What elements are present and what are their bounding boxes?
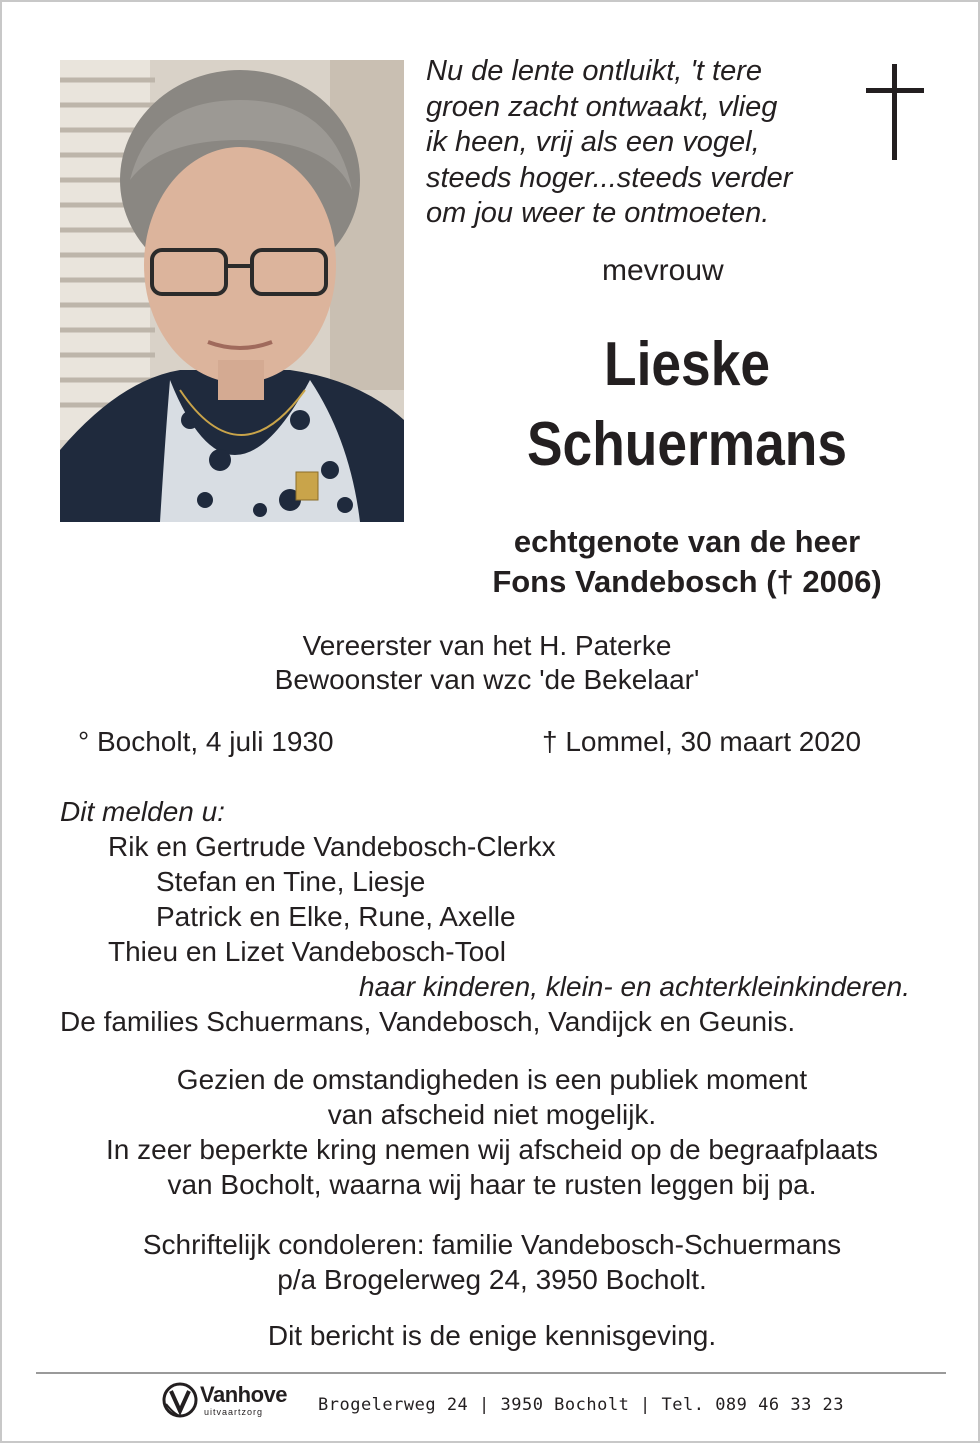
logo-subtitle: uitvaartzorg <box>204 1407 264 1417</box>
final-note: Dit bericht is de enige kennisgeving. <box>267 1320 717 1351</box>
family-line: Rik en Gertrude Vandebosch-Clerkx <box>108 831 556 862</box>
last-name: Schuermans <box>526 410 848 479</box>
footer-divider <box>36 1372 946 1374</box>
family-list <box>60 794 940 1039</box>
honorific: mevrouw <box>602 254 724 287</box>
family-intro: Dit melden u: <box>60 796 225 827</box>
poem <box>426 54 846 232</box>
spouse-line: echtgenote van de heer <box>513 524 861 559</box>
birth-date: ° Bocholt, 4 juli 1930 <box>78 726 334 757</box>
death-date: † Lommel, 30 maart 2020 <box>542 726 862 757</box>
role-line: Vereerster van het H. Paterke <box>302 630 672 661</box>
first-name: Lieske <box>603 330 771 399</box>
poem-line: om jou weer te ontmoeten. <box>426 197 770 229</box>
poem-line: groen zacht ontwaakt, vlieg <box>426 90 778 123</box>
family-line: Stefan en Tine, Liesje <box>156 866 426 897</box>
roles <box>132 629 842 697</box>
notice-line: In zeer beperkte kring nemen wij afscheid op de begraafplaats <box>105 1134 879 1165</box>
spouse-info <box>422 522 952 602</box>
family-caption: haar kinderen, klein- en achterkleinkinderen. <box>359 971 910 1002</box>
condolence-address: p/a Brogelerweg 24, 3950 Bocholt. <box>277 1264 707 1295</box>
cross-icon <box>866 64 924 160</box>
family-line: Patrick en Elke, Rune, Axelle <box>156 901 516 932</box>
footer-address: Brogelerweg 24 | 3950 Bocholt | Tel. 089 46 33 23 <box>318 1395 845 1415</box>
funeral-notice <box>42 1062 942 1202</box>
portrait-photo <box>60 60 404 522</box>
role-line: Bewoonster van wzc 'de Bekelaar' <box>274 664 700 695</box>
vanhove-logo-icon <box>160 1380 200 1420</box>
condolence-info <box>42 1227 942 1297</box>
notice-line: Gezien de omstandigheden is een publiek moment <box>176 1064 808 1095</box>
logo-name: Vanhove <box>200 1382 287 1407</box>
family-line: Thieu en Lizet Vandebosch-Tool <box>108 936 506 967</box>
poem-line: ik heen, vrij als een vogel, <box>426 126 760 158</box>
notice-line: van afscheid niet mogelijk. <box>327 1099 657 1130</box>
notice-line: van Bocholt, waarna wij haar te rusten leggen bij pa. <box>167 1169 817 1200</box>
funeral-home-logo <box>160 1380 310 1424</box>
families-line: De families Schuermans, Vandebosch, Vandijck en Geunis. <box>60 1006 796 1037</box>
condolence-line: Schriftelijk condoleren: familie Vandebosch-Schuermans <box>142 1229 842 1260</box>
spouse-name: Fons Vandebosch († 2006) <box>492 564 882 599</box>
poem-line: steeds hoger...steeds verder <box>426 161 793 194</box>
poem-line: Nu de lente ontluikt, 't tere <box>426 55 763 87</box>
